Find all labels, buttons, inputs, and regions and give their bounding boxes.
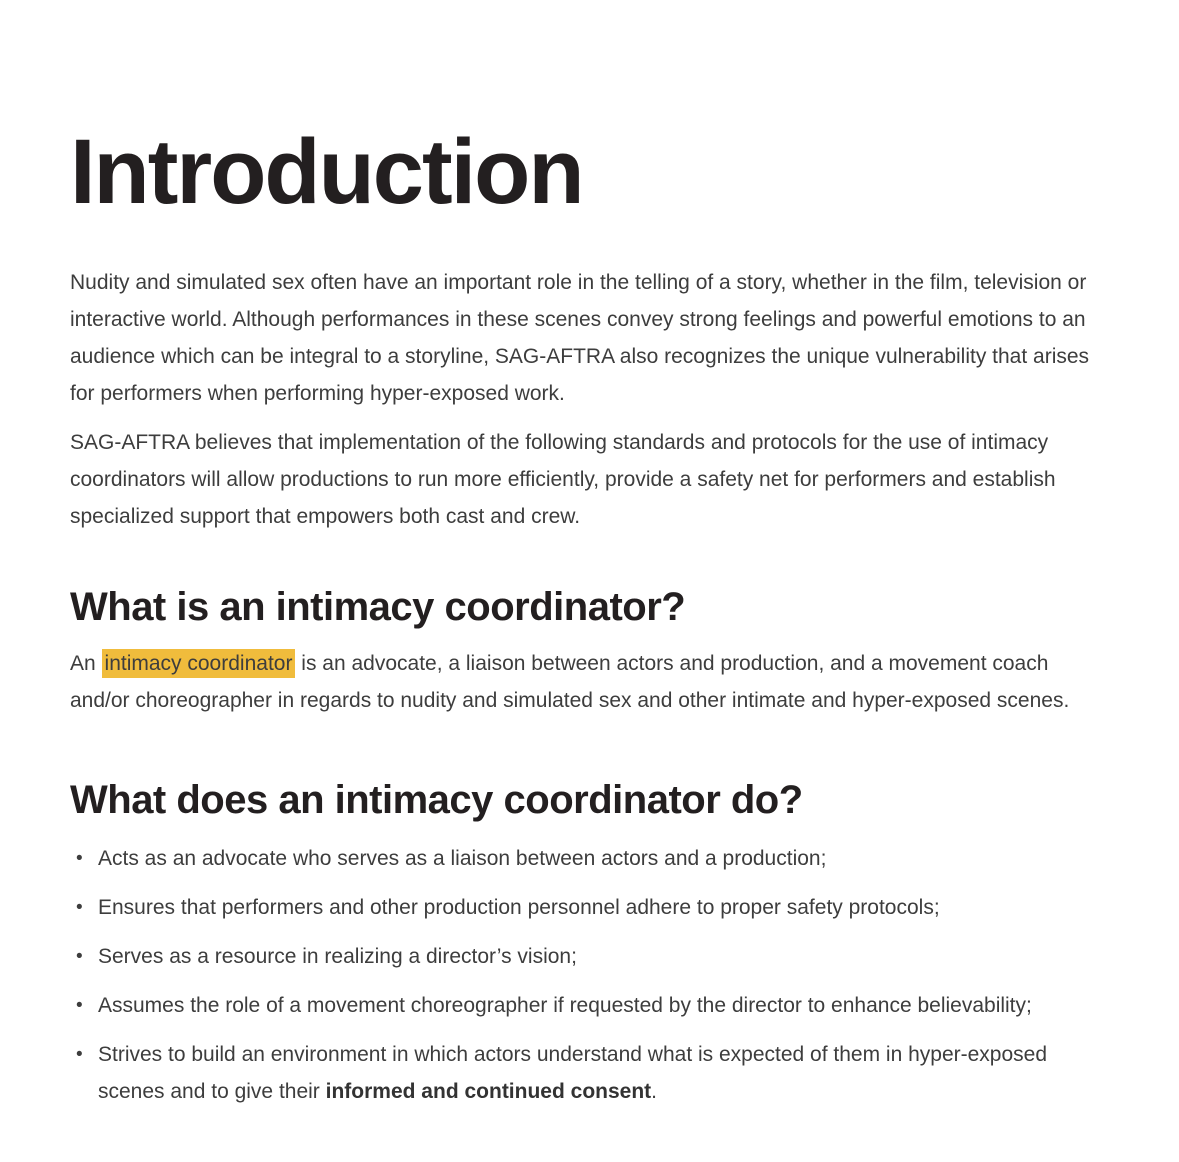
consent-text-after: . xyxy=(651,1080,657,1103)
consent-text-before: Strives to build an environment in which actors understand what is expected of them in hyper-exposed scenes and to give their xyxy=(98,1043,1048,1103)
duties-list xyxy=(70,840,1090,1110)
section-heading-what-does: What does an intimacy coordinator do? xyxy=(70,778,803,822)
list-item-safety-protocols: • Ensures that performers and other production personnel adhere to proper safety protocols; xyxy=(76,889,1090,926)
what-is-text-after: is an advocate, a liaison between actors and production, and a movement coach and/or choreographer in regards to nudity and simulated sex and other intimate and hyper-exposed scenes. xyxy=(70,652,1070,712)
list-item-choreographer: • Assumes the role of a movement choreographer if requested by the director to enhance believability; xyxy=(76,987,1090,1024)
document-content xyxy=(70,121,1090,1110)
list-item-directors-vision: • Serves as a resource in realizing a director’s vision; xyxy=(76,938,1090,975)
intro-paragraph-2: SAG-AFTRA believes that implementation of the following standards and protocols for the use of intimacy coordinators will allow productions to run more efficiently, provide a safety net for performers and establish specialized support that empowers both cast and crew. xyxy=(70,431,1056,528)
section-heading-what-is: What is an intimacy coordinator? xyxy=(70,585,686,629)
list-item-consent xyxy=(76,1036,1090,1110)
highlighted-term: intimacy coordinator xyxy=(102,649,296,678)
consent-bold-phrase: informed and continued consent xyxy=(325,1080,652,1103)
intro-paragraph-1: Nudity and simulated sex often have an important role in the telling of a story, whether in the film, television or interactive world. Although performances in these scenes convey strong feelings and powerful emotions to an audience which can be integral to a storyline, SAG-AFTRA also recognizes the unique vulnerability that arises for performers when performing hyper-exposed work. xyxy=(70,271,1090,405)
page-title: Introduction xyxy=(70,121,583,223)
list-item-advocate: • Acts as an advocate who serves as a liaison between actors and a production; xyxy=(76,840,1090,877)
what-is-paragraph xyxy=(70,645,1090,719)
what-is-text-before: An xyxy=(70,652,102,675)
